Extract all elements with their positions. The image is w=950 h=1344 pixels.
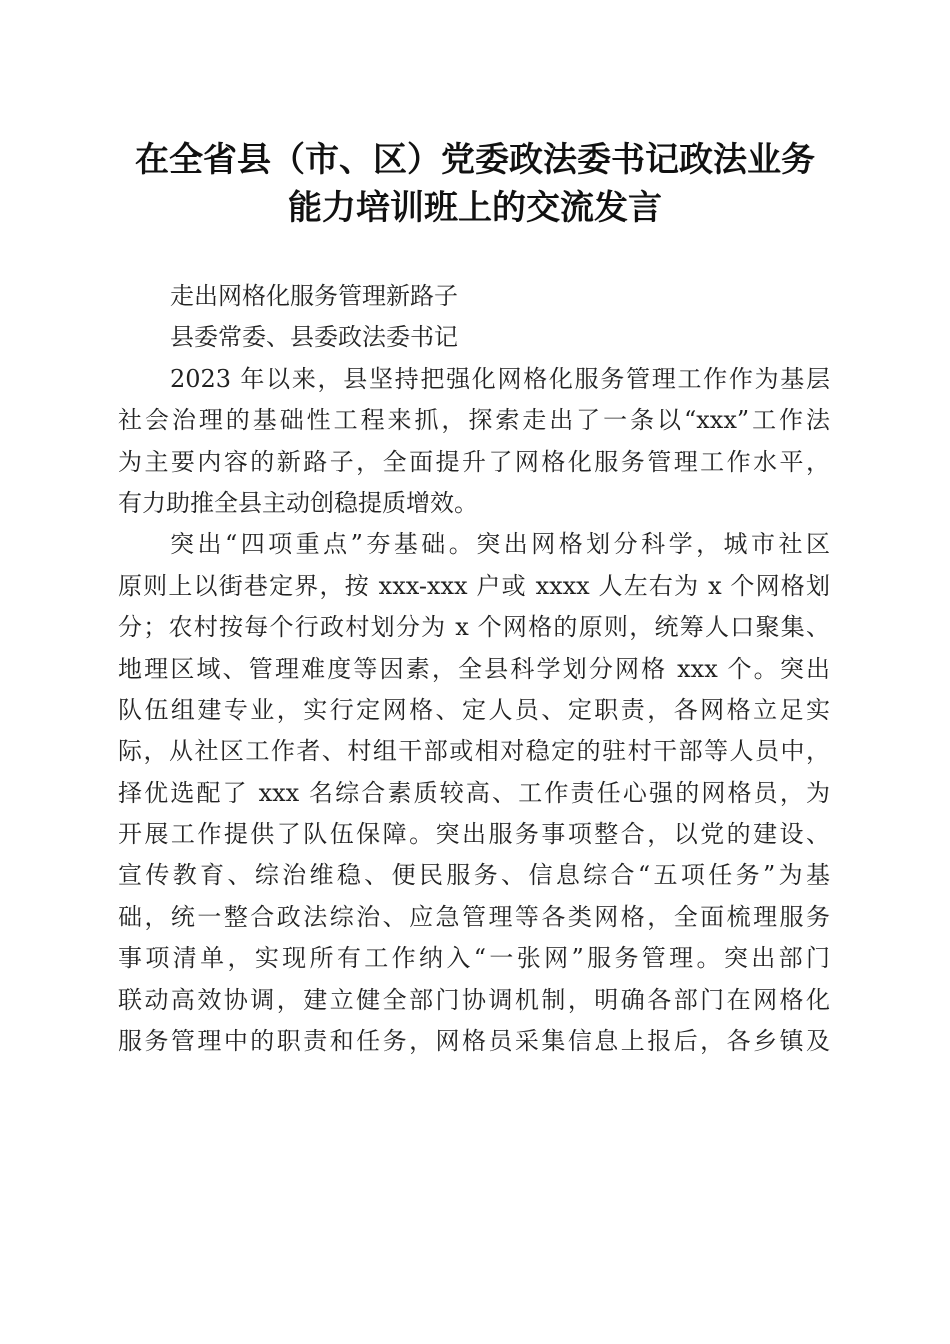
paragraph-four-focus [118, 524, 830, 1062]
paragraph-line: 有力助推全县主动创稳提质增效。 [118, 488, 478, 517]
document-title [100, 136, 850, 232]
paragraph-line: 社会治理的基础性工程来抓，探索走出了一条以“xxx”工作法 [118, 406, 830, 435]
title-line-1: 在全省县（市、区）党委政法委书记政法业务 [135, 140, 815, 180]
paragraph-line: 事项清单，实现所有工作纳入“一张网”服务管理。突出部门 [118, 944, 830, 973]
paragraph-line: 开展工作提供了队伍保障。突出服务事项整合，以党的建设、 [118, 820, 830, 849]
subtitle: 走出网格化服务管理新路子 [170, 282, 458, 310]
subtitle-paragraph [118, 276, 830, 317]
author-line: 县委常委、县委政法委书记 [170, 323, 458, 352]
paragraph-line: 分；农村按每个行政村划分为 x 个网格的原则，统筹人口聚集、 [118, 613, 830, 642]
paragraph-line: 础，统一整合政法综治、应急管理等各类网格，全面梳理服务 [118, 902, 830, 931]
paragraph-line: 2023 年以来，县坚持把强化网格化服务管理工作作为基层 [170, 364, 830, 393]
paragraph-line: 联动高效协调，建立健全部门协调机制，明确各部门在网格化 [118, 985, 830, 1014]
paragraph-line: 原则上以街巷定界，按 xxx-xxx 户或 xxxx 人左右为 x 个网格划 [118, 571, 830, 600]
paragraph-line: 为主要内容的新路子，全面提升了网格化服务管理工作水平， [118, 447, 830, 476]
paragraph-intro [118, 359, 830, 525]
paragraph-line: 宣传教育、综治维稳、便民服务、信息综合“五项任务”为基 [118, 861, 830, 890]
title-line-2: 能力培训班上的交流发言 [288, 188, 662, 228]
paragraph-line: 服务管理中的职责和任务，网格员采集信息上报后，各乡镇及 [118, 1027, 830, 1056]
paragraph-line: 队伍组建专业，实行定网格、定人员、定职责，各网格立足实 [118, 695, 830, 724]
paragraph-line: 地理区域、管理难度等因素，全县科学划分网格 xxx 个。突出 [118, 654, 830, 683]
author-paragraph [118, 317, 830, 358]
paragraph-line: 际，从社区工作者、村组干部或相对稳定的驻村干部等人员中， [118, 737, 830, 766]
document-body [118, 276, 830, 1062]
paragraph-line: 突出“四项重点”夯基础。突出网格划分科学，城市社区 [170, 530, 830, 559]
paragraph-line: 择优选配了 xxx 名综合素质较高、工作责任心强的网格员，为 [118, 778, 830, 807]
